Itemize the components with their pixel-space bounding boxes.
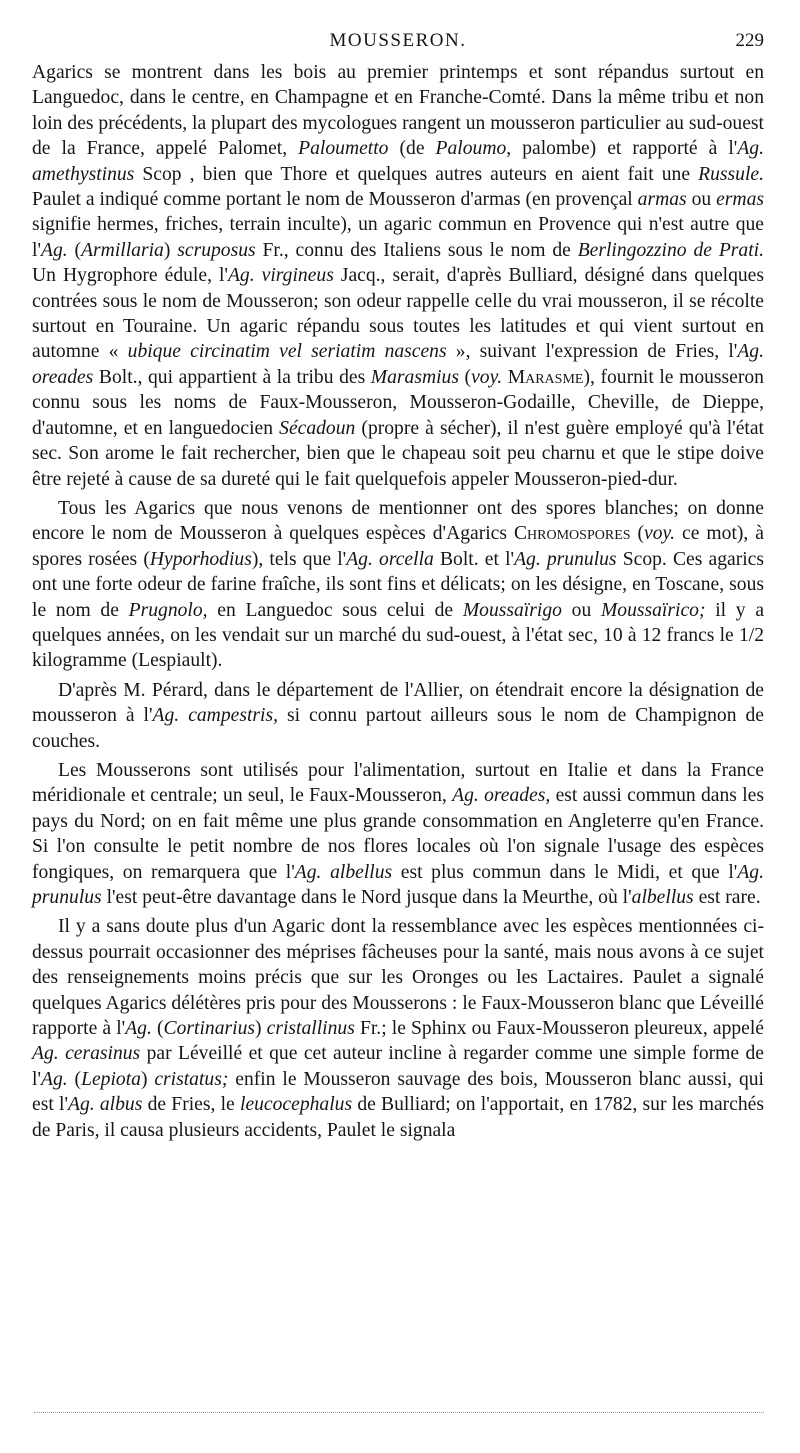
italic-term: armas [637, 189, 687, 211]
text-run: ( [151, 1018, 164, 1040]
italic-term: Lepiota [81, 1068, 141, 1090]
italic-term: Ag. campestris, [152, 705, 278, 727]
italic-term: Ag. albus [67, 1094, 143, 1116]
italic-term: ubique circinatim vel seriatim nascens [127, 341, 447, 363]
small-caps-term: Chromospores [513, 523, 631, 545]
text-run: ), fournit le mousseron connu sous les noms de Faux-Mousseron, Mousseron-Godaille, Cheville, de Dieppe, d'automne, et en languedocien [32, 366, 764, 439]
italic-term: Ag. prunulus [514, 548, 617, 570]
text-run: Agarics se montrent dans les bois au premier printemps et sont répandus surtout en Languedoc, dans le centre, en Champagne et en Franche-Comté. Dans la même tribu et non loin des précédents, la plupart des mycologues rangent un mousseron particulier au sud-ouest de la France, appelé Palomet, [32, 62, 764, 160]
paragraph-2 [32, 496, 764, 674]
running-title: MOUSSERON. [329, 30, 467, 51]
text-run: ( [458, 366, 472, 388]
italic-term: Paloumo, [435, 138, 512, 160]
text-run: Scop , bien que Thore et quelques autres auteurs en aient fait une [134, 163, 699, 185]
page-header [32, 30, 764, 56]
small-caps-term: Marasme [507, 366, 584, 388]
italic-term: Ag. albellus [294, 861, 393, 883]
italic-term: Ag. amethystinus [32, 138, 764, 185]
italic-term: Ag. orcella [346, 548, 434, 570]
italic-term: albellus [631, 887, 694, 908]
text-run: Il y a sans doute plus d'un Agaric dont la ressemblance avec les espèces mentionnées ci-dessus pourrait occasionner des méprises fâcheuses pour la santé, mais nous avons à ce sujet des renseignements moins précis que sur les Oronges ou les Lactaires. Paulet a signalé quelques Agarics délétères pris pour des Mousserons : le Faux-Mousseron blanc que Léveillé rapporte à l' [32, 916, 764, 1040]
italic-term: Marasmius [370, 366, 459, 388]
italic-term: voy. [644, 523, 676, 545]
text-run: ou [561, 599, 601, 621]
text-run: ou [686, 189, 717, 211]
italic-term: cristatus; [154, 1068, 229, 1090]
paragraph-3 [32, 678, 764, 754]
paragraph-4 [32, 758, 764, 910]
text-run: enfin le Mousseron sauvage des bois, Mousseron blanc aussi, qui est l' [32, 1068, 764, 1116]
italic-term: Sécadoun [279, 417, 356, 439]
text-run: est rare. [693, 887, 761, 908]
text-run: il y a quelques années, on les vendait sur un marché du sud-ouest, à l'état sec, 10 à 12 francs le 1/2 kilogramme (Lespiault). [32, 599, 765, 672]
italic-term: Armillaria [81, 239, 164, 261]
italic-term: voy. [471, 366, 503, 388]
text-run: Les Mousserons sont utilisés pour l'alimentation, surtout en Italie et dans la France méridionale et centrale; un seul, le Faux-Mousseron, [32, 759, 764, 807]
text-run: Bolt. et l' [433, 548, 515, 570]
italic-term: Cortinarius [163, 1018, 255, 1040]
text-run: Bolt., qui appartient à la tribu des [93, 366, 371, 388]
text-run: ( [630, 523, 645, 545]
italic-term: ermas [716, 189, 765, 211]
text-run: de Fries, le [142, 1094, 240, 1116]
italic-term: Ag. oreades [32, 341, 765, 388]
italic-term: Ag. [40, 239, 68, 261]
text-run: (de [388, 138, 436, 160]
text-run: ce mot), à spores rosées ( [32, 523, 764, 570]
text-run: (propre à sécher), il n'est guère employé qu'à l'état sec. Son arome le fait rechercher, bien que le chapeau soit peu charnu et que le stipe doive être rejeté à cause de sa dureté qui le fait quelquefois appeler Mousseron-pied-dur. [32, 417, 764, 490]
text-run: Fr.; le Sphinx ou Faux-Mousseron pleureux, appelé [354, 1018, 764, 1040]
text-run: de Bulliard; on l'apportait, en 1782, sur les marchés de Paris, il causa plusieurs accidents, Paulet le signala [32, 1094, 764, 1141]
italic-term: Moussaïrico; [600, 599, 706, 621]
italic-term: Berlingozzino de Prati. [577, 239, 764, 261]
text-run: Paulet a indiqué comme portant le nom de Mousseron d'armas (en provençal [32, 189, 638, 211]
footer-rule [34, 1412, 764, 1413]
text-run: ( [67, 239, 82, 261]
text-run: signifie hermes, friches, terrain inculte), un agaric commun en Provence qui n'est autre que l' [32, 214, 764, 261]
italic-term: Ag. cerasinus [32, 1043, 141, 1065]
text-run: ) [140, 1068, 155, 1090]
italic-term: cristallinus [266, 1018, 355, 1040]
text-run: ), tels que l' [251, 548, 347, 570]
italic-term: Hyporhodius [149, 548, 252, 570]
text-run: par Léveillé et que cet auteur incline à regarder comme une simple forme de l' [32, 1043, 764, 1090]
text-run: ( [67, 1068, 82, 1090]
italic-term: Paloumetto [298, 138, 389, 160]
text-run: ) [255, 1018, 267, 1040]
italic-term: Ag. oreades, [452, 785, 551, 807]
text-run: Un Hygrophore édule, l' [32, 265, 228, 287]
text-run: ) [163, 239, 178, 261]
text-run: palombe) et rapporté à l' [511, 138, 738, 160]
italic-term: Prugnolo, [128, 599, 208, 621]
page-number: 229 [735, 30, 764, 51]
italic-term: Moussaïrigo [462, 599, 562, 621]
text-run: est plus commun dans le Midi, et que l' [392, 861, 738, 883]
text-run: l'est peut-être davantage dans le Nord jusque dans la Meurthe, où l' [101, 887, 632, 908]
italic-term: Ag. virgineus [227, 265, 334, 287]
text-run: est aussi commun dans les pays du Nord; on en fait même une plus grande consommation en Angleterre qu'en France. Si l'on consulte le petit nombre de nos flores locales où l'on signale l'usage des espèces fongiques, on remarquera que l' [32, 785, 764, 883]
text-run: en Languedoc sous celui de [207, 599, 463, 621]
paragraph-1 [32, 60, 764, 492]
italic-term: Ag. prunulus [32, 861, 765, 908]
text-run: Jacq., serait, d'après Bulliard, désigné dans quelques contrées sous le nom de Mousseron; son odeur rappelle celle du vrai mousseron, il se récolte surtout en Touraine. Un agaric répandu sous toutes les latitudes et qui vient surtout en automne « [32, 265, 765, 363]
text-run: D'après M. Pérard, dans le département de l'Allier, on étendrait encore la désignation de mousseron à l' [32, 679, 764, 727]
italic-term: scruposus [177, 239, 256, 261]
text-run: Tous les Agarics que nous venons de mentionner ont des spores blanches; on donne encore le nom de Mousseron à quelques espèces d'Agarics [32, 497, 764, 545]
text-run: Scop. Ces agarics ont une forte odeur de farine fraîche, ils sont fins et délicats; on les désigne, en Toscane, sous le nom de [32, 548, 764, 621]
italic-term: Ag. [40, 1068, 68, 1090]
italic-term: Russule. [698, 163, 764, 185]
italic-term: Ag. [125, 1018, 152, 1040]
text-run: si connu partout ailleurs sous le nom de Champignon de couches. [32, 705, 764, 752]
text-run: », suivant l'expression de Fries, l' [446, 341, 738, 363]
italic-term: leucocephalus [240, 1094, 353, 1116]
body-text [32, 60, 764, 1147]
text-run: Fr., connu des Italiens sous le nom de [255, 239, 578, 261]
paragraph-5 [32, 914, 764, 1143]
